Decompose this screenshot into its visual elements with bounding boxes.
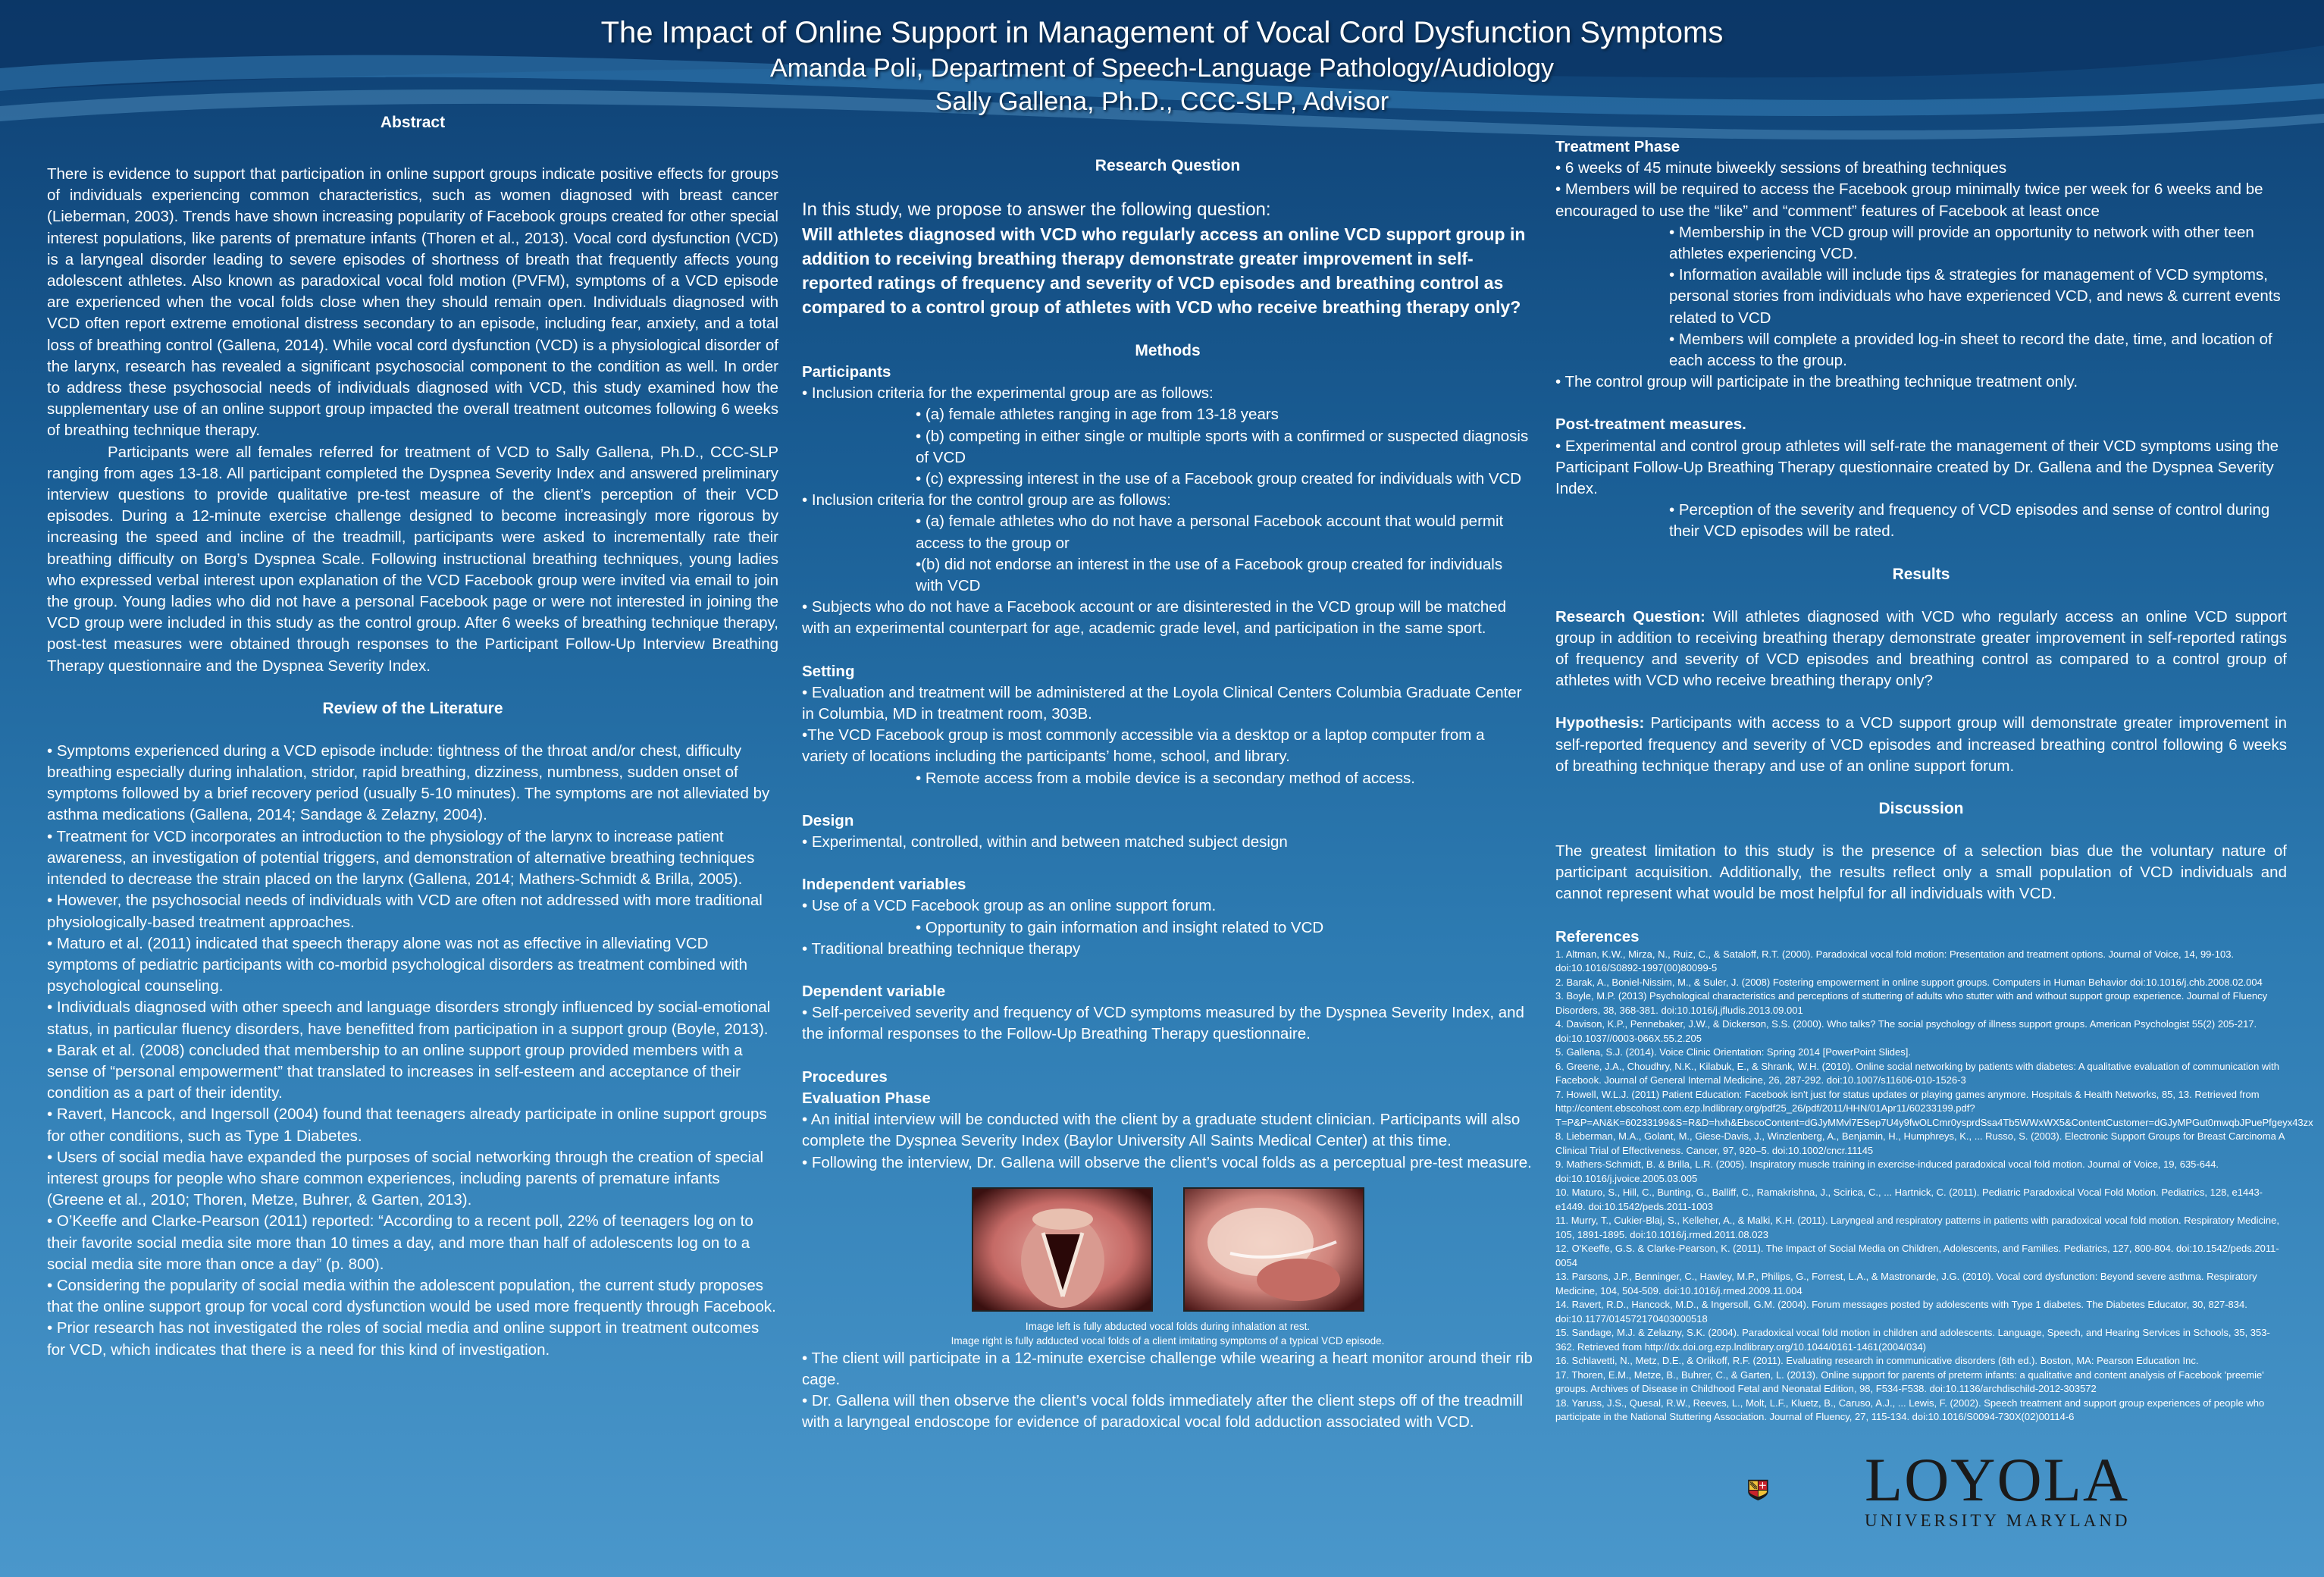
reference-item: 12. O'Keeffe, G.S. & Clarke-Pearson, K. (2011). The Impact of Social Media on Children, Adolescents, and Families. Pediatrics, 127, 800-804. doi:10.1542/peds.2011-0054 bbox=[1555, 1243, 2279, 1268]
reference-item: 18. Yaruss, J.S., Quesal, R.W., Reeves, L., Molt, L.F., Kluetz, B., Caruso, A.J., ... Lewis, F. (2002). Speech treatment and support group experiences of people who participate in the National Stuttering Association. Journal of Fluency, 27, 115-134. doi:10.1016/S0094-730X(02)00114-6 bbox=[1555, 1397, 2265, 1423]
post-treatment-label: Post-treatment measures. bbox=[1555, 415, 1746, 434]
eval-item: • Following the interview, Dr. Gallena will observe the client’s vocal folds as a perceptual pre-test measure. bbox=[802, 1153, 1532, 1171]
review-heading: Review of the Literature bbox=[322, 699, 503, 717]
treatment-sub-item: • Membership in the VCD group will provide an opportunity to network with other teen athletes experiencing VCD. bbox=[1669, 223, 2254, 263]
list-item: • Symptoms experienced during a VCD episode include: tightness of the throat and/or chest, difficulty breathing especially during inhalation, stridor, rapid breathing, dizziness, numbness, sudden onset of symptoms followed by a brief recovery period (usually 5-10 minutes). The symptoms are not alleviated by asthma medications (Gallena, 2014; Sandage & Zelazny, 2004). bbox=[47, 741, 770, 824]
abstract-paragraph-2: Participants were all females referred for treatment of VCD to Sally Gallena, Ph.D., CCC-SLP ranging from ages 13-18. All participant completed the Dyspnea Severity Index and answered preliminary interview questions to provide qualitative pre-test measure of the client’s perception of their VCD episodes. During a 12-minute exercise challenge designed to become increasingly more rigorous by increasing the speed and incline of the treadmill, participants were asked to incrementally rate their breathing difficulty on Borg’s Dyspnea Scale. Following instructional breathing techniques, young ladies who expressed verbal interest upon explanation of the VCD Facebook group were invited via email to join the group. Young ladies who did not have a personal Facebook page or were not interested in joining the VCD group were included in this study as the control group. After 6 weeks of breathing technique therapy, post-test measures were obtained through responses to the Participant Follow-Up Interview Breathing Therapy questionnaire and the Dyspnea Severity Index. bbox=[47, 443, 778, 675]
design-item: • Experimental, controlled, within and between matched subject design bbox=[802, 833, 1288, 851]
results-heading: Results bbox=[1892, 565, 1950, 583]
reference-item: 8. Lieberman, M.A., Golant, M., Giese-Davis, J., Winzlenberg, A., Benjamin, H., Humphreys, K., ... Russo, S. (2003). Electronic Support Groups for Breast Carcinoma A Clinical Trial of Effectiveness. Cancer, 97, 920–5. doi:10.1002/cncr.11145 bbox=[1555, 1130, 2285, 1156]
exp-inclusion: • Inclusion criteria for the experimental group are as follows: bbox=[802, 384, 1214, 403]
list-item: • Prior research has not investigated the roles of social media and online support in treatment outcomes for VCD, which indicates that there is a need for this kind of investigation. bbox=[47, 1319, 760, 1359]
loyola-wordmark bbox=[1865, 1445, 2131, 1532]
methods-heading: Methods bbox=[1135, 342, 1201, 359]
list-item: • (b) competing in either single or multiple sports with a confirmed or suspected diagnosis of VCD bbox=[916, 427, 1529, 466]
references-list bbox=[1555, 948, 2313, 1425]
list-item: • O’Keeffe and Clarke-Pearson (2011) reported: “According to a recent poll, 22% of teenagers log on to their favorite social media site more than 10 times a day, and more than half of adolescents log on to a social media site more than once a day” (p. 800). bbox=[47, 1212, 753, 1273]
research-question-intro: In this study, we propose to answer the following question: bbox=[802, 199, 1271, 220]
reference-item: 15. Sandage, M.J. & Zelazny, S.K. (2004). Paradoxical vocal fold motion in children and adolescents. Language, Speech, and Hearing Services in Schools, 35, 353-362. Retrieved from http://dx.doi.org.ezp.lndlibrary.org/10.1044/0161-1461(2004/034) bbox=[1555, 1327, 2270, 1353]
treatment-sub-item: • Members will complete a provided log-in sheet to record the date, time, and location of each access to the group. bbox=[1669, 330, 2272, 370]
list-item: • (a) female athletes who do not have a personal Facebook account that would permit access to the group or bbox=[916, 513, 1504, 552]
results-rq-text: Will athletes diagnosed with VCD who regularly access an online VCD support group in addition to receiving breathing therapy demonstrate greater improvement in self-reported ratings of frequency and severity of VCD episodes and breathing control as compared to a control group of athletes with VCD who receive breathing therapy only? bbox=[1555, 607, 2287, 690]
list-item: • Ravert, Hancock, and Ingersoll (2004) found that teenagers already participate in online support groups for other conditions, such as Type 1 Diabetes. bbox=[47, 1105, 767, 1145]
reference-item: 9. Mathers-Schmidt, B. & Brilla, L.R. (2005). Inspiratory muscle training in exercise-induced paradoxical vocal fold motion. Journal of Voice, 19, 635-644. doi:10.1016/j.jvoice.2005.03.005 bbox=[1555, 1158, 2219, 1184]
research-question-text: Will athletes diagnosed with VCD who regularly access an online VCD support group in addition to receiving breathing therapy demonstrate greater improvement in self-reported ratings of frequency and severity of VCD episodes and breathing control as compared to a control group of athletes with VCD who receive breathing therapy only? bbox=[802, 224, 1526, 317]
list-item: • Individuals diagnosed with other speech and language disorders strongly influenced by social-emotional status, in particular fluency disorders, have benefitted from participation in a support group (Boyle, 2013). bbox=[47, 999, 771, 1038]
reference-item: 5. Gallena, S.J. (2014). Voice Clinic Orientation: Spring 2014 [PowerPoint Slides]. bbox=[1555, 1046, 1911, 1058]
list-item: • (c) expressing interest in the use of a Facebook group created for individuals with VCD bbox=[916, 470, 1522, 488]
results-rq-label: Research Question: bbox=[1555, 607, 1705, 625]
image-caption-left: Image left is fully abducted vocal folds during inhalation at rest. bbox=[1025, 1320, 1311, 1332]
reference-item: 11. Murry, T., Cukier-Blaj, S., Kelleher, A., & Malki, K.H. (2011). Laryngeal and respiratory patterns in patients with paradoxical vocal fold motion. Respiratory Medicine, 105, 1891-1895. doi:10.1016/j.rmed.2011.08.023 bbox=[1555, 1215, 2279, 1240]
results-hypothesis-text: Participants with access to a VCD support group will demonstrate greater improvement in self-reported frequency and severity of VCD episodes and increased breathing control following 6 weeks of breathing technique therapy and use of an online support forum. bbox=[1555, 714, 2287, 775]
eval-item: • The client will participate in a 12-minute exercise challenge while wearing a heart monitor around their rib cage. bbox=[802, 1349, 1533, 1388]
discussion-heading: Discussion bbox=[1878, 800, 1964, 818]
procedures-label: Procedures bbox=[802, 1068, 888, 1086]
column-right bbox=[1555, 136, 2313, 1425]
treatment-item: • 6 weeks of 45 minute biweekly sessions of breathing techniques bbox=[1555, 159, 2007, 177]
setting-item: • Remote access from a mobile device is a secondary method of access. bbox=[916, 769, 1415, 787]
reference-item: 10. Maturo, S., Hill, C., Bunting, G., Balliff, C., Ramakrishna, J., Scirica, C., ... Hartnick, C. (2011). Pediatric Paradoxical Vocal Fold Motion. Pediatrics, 128, e1443-e1449. doi:10.1542/peds.2011-1003 bbox=[1555, 1187, 2263, 1212]
list-item: • Considering the popularity of social media within the adolescent population, the current study proposes that the online support group for vocal cord dysfunction would be used more frequently through Facebook. bbox=[47, 1276, 776, 1316]
vocal-fold-images bbox=[802, 1187, 1533, 1312]
research-question-heading: Research Question bbox=[1095, 157, 1241, 174]
list-item: • However, the psychosocial needs of individuals with VCD are often not addressed with more traditional physiologically-based treatment approaches. bbox=[47, 892, 763, 931]
reference-item: 4. Davison, K.P., Pennebaker, J.W., & Dickerson, S.S. (2000). Who talks? The social psychology of illness support groups. American Psychologist 55(2) 205-217. doi:10.1037//0003-066X.55.2.205 bbox=[1555, 1018, 2257, 1044]
references-heading: References bbox=[1555, 927, 1640, 945]
loyola-name: LOYOLA bbox=[1865, 1445, 2130, 1514]
reference-item: 2. Barak, A., Boniel-Nissim, M., & Suler, J. (2008) Fostering empowerment in online support groups. Computers in Human Behavior doi:10.1016/j.chb.2008.02.004 bbox=[1555, 976, 2263, 988]
list-item: • Barak et al. (2008) concluded that membership to an online support group provided members with a sense of “personal empowerment” that translated to increases in self-esteem and acceptance of their condition as a part of their identity. bbox=[47, 1041, 743, 1102]
iv-item: • Use of a VCD Facebook group as an online support forum. bbox=[802, 897, 1217, 915]
design-label: Design bbox=[802, 811, 854, 829]
reference-item: 14. Ravert, R.D., Hancock, M.D., & Ingersoll, G.M. (2004). Forum messages posted by adolescents with Type 1 diabetes. The Diabetes Educator, 30, 827-834. doi:10.1177/014572170403000518 bbox=[1555, 1299, 2247, 1325]
setting-item: •The VCD Facebook group is most commonly accessible via a desktop or a laptop computer from a variety of locations including the participants’ home, school, and library. bbox=[802, 726, 1485, 766]
list-item: • (a) female athletes ranging in age from 13-18 years bbox=[916, 406, 1279, 424]
poster-author: Amanda Poli, Department of Speech-Language Pathology/Audiology bbox=[770, 54, 1554, 83]
results-hypothesis-label: Hypothesis: bbox=[1555, 714, 1645, 732]
list-item: • Treatment for VCD incorporates an introduction to the physiology of the larynx to increase patient awareness, an investigation of potential triggers, and demonstration of alternative breathing techniques intended to decrease the strain placed on the larynx (Gallena, 2014; Mathers-Schmidt & Brilla, 2005). bbox=[47, 827, 755, 889]
column-left bbox=[47, 112, 778, 1361]
results-research-question bbox=[1555, 607, 2287, 692]
reference-item: 1. Altman, K.W., Mirza, N., Ruiz, C., & Sataloff, R.T. (2000). Paradoxical vocal fold motion: Presentation and treatment options. Journal of Voice, 14, 99-103. doi:10.1016/S0892-1997(00)80099-5 bbox=[1555, 948, 2235, 974]
treatment-phase-label: Treatment Phase bbox=[1555, 138, 1680, 155]
poster-advisor: Sally Gallena, Ph.D., CCC-SLP, Advisor bbox=[935, 87, 1389, 116]
poster-title: The Impact of Online Support in Management of Vocal Cord Dysfunction Symptoms bbox=[600, 16, 1724, 49]
eval-item: • An initial interview will be conducted with the client by a graduate student clinician. Participants will also complete the Dyspnea Severity Index (Baylor University All Saints Medical Center) at this time. bbox=[802, 1111, 1521, 1150]
list-item: • Users of social media have expanded the purposes of social networking through the creation of special interest groups for people who share common experiences, including parents of premature infants (Greene et al., 2010; Thoren, Metze, Buhrer, & Garten, 2013). bbox=[47, 1148, 764, 1209]
setting-item: • Evaluation and treatment will be administered at the Loyola Clinical Centers Columbia Graduate Center in Columbia, MD in treatment room, 303B. bbox=[802, 683, 1522, 723]
setting-label: Setting bbox=[802, 662, 855, 680]
ctrl-inclusion: • Inclusion criteria for the control group are as follows: bbox=[802, 491, 1171, 509]
post-treatment-item: • Experimental and control group athletes will self-rate the management of their VCD symptoms using the Participant Follow-Up Breathing Therapy questionnaire created by Dr. Gallena and the Dyspnea Severity Index. bbox=[1555, 437, 2279, 498]
reference-item: 16. Schlavetti, N., Metz, D.E., & Orlikoff, R.F. (2011). Evaluating research in communicative disorders (6th ed.). Boston, MA: Pearson Education Inc. bbox=[1555, 1355, 2199, 1367]
abstract-heading: Abstract bbox=[380, 114, 446, 131]
reference-item: 13. Parsons, J.P., Benninger, C., Hawley, M.P., Philips, G., Forrest, L.A., & Mastronarde, J.G. (2010). Vocal cord dysfunction: Beyond severe asthma. Respiratory Medicine, 104, 504-509. doi:10.1016/j.rmed.2009.11.004 bbox=[1555, 1271, 2257, 1296]
image-caption-right: Image right is fully adducted vocal folds of a client imitating symptoms of a typical VCD episode. bbox=[951, 1334, 1385, 1347]
loyola-shield-icon bbox=[1747, 1444, 1838, 1535]
discussion-text: The greatest limitation to this study is the presence of a selection bias due the voluntary nature of participant acquisition. Additionally, the results reflect only a small population of VCD individuals and cannot represent what would be most helpful for all individuals with VCD. bbox=[1555, 842, 2287, 903]
dv-item: • Self-perceived severity and frequency of VCD symptoms measured by the Dyspnea Severity Index, and the informal responses to the Follow-Up Breathing Therapy questionnaire. bbox=[802, 1004, 1524, 1043]
treatment-item: • Members will be required to access the Facebook group minimally twice per week for 6 weeks and be encouraged to use the “like” and “comment” features of Facebook at least once bbox=[1555, 180, 2263, 220]
reference-item: 6. Greene, J.A., Choudhry, N.K., Kilabuk, E., & Shrank, W.H. (2010). Online social networking by patients with diabetes: A qualitative evaluation of communication with Facebook. Journal of General Internal Medicine, 26, 287-292. doi:10.1007/s11606-010-1526-3 bbox=[1555, 1060, 2280, 1086]
list-item: •(b) did not endorse an interest in the use of a Facebook group created for individuals with VCD bbox=[916, 555, 1503, 595]
independent-variables-label: Independent variables bbox=[802, 876, 966, 894]
eval-item: • Dr. Gallena will then observe the client’s vocal folds immediately after the client steps off of the treadmill with a laryngeal endoscope for evidence of paradoxical vocal fold adduction associated with VCD. bbox=[802, 1392, 1524, 1431]
dependent-variable-label: Dependent variable bbox=[802, 983, 946, 1001]
loyola-subtitle: UNIVERSITY MARYLAND bbox=[1865, 1511, 2131, 1530]
iv-item: • Traditional breathing technique therapy bbox=[802, 939, 1081, 958]
reference-item: 7. Howell, W.L.J. (2011) Patient Education: Facebook isn't just for status updates or playing games anymore. Hospitals & Health Networks, 85, 13. Retrieved from http://content.ebscohost.com.ezp.lndlibrary.org/pdf25_26/pdf/2011/HHN/01Apr11/60233199.pdf?T=P&P=AN&K=60233199&S=R&D=hxh&EbscoContent=dGJyMMvl7ESep7U4y9fwOLCmr0ysprdSsa4Tb5WWxWX5&ContentCustomer=dGJyMPGut0mwqbJPuePfgeyx43zx bbox=[1555, 1088, 2313, 1128]
poster-header bbox=[0, 14, 2324, 118]
evaluation-phase-label: Evaluation Phase bbox=[802, 1089, 931, 1107]
iv-item: • Opportunity to gain information and insight related to VCD bbox=[916, 918, 1324, 936]
results-hypothesis bbox=[1555, 713, 2287, 777]
list-item: • Maturo et al. (2011) indicated that speech therapy alone was not as effective in alleviating VCD symptoms of pediatric participants with co-morbid psychological disorders as treatment combined with psychological counseling. bbox=[47, 934, 748, 995]
vocal-folds-abducted-image bbox=[972, 1187, 1153, 1312]
reference-item: 3. Boyle, M.P. (2013) Psychological characteristics and perceptions of stuttering of adults who stutter with and without support group experience. Journal of Fluency Disorders, 38, 368-381. doi:10.1016/j.jfludis.2013.09.001 bbox=[1555, 990, 2268, 1016]
treatment-item: • The control group will participate in the breathing technique treatment only. bbox=[1555, 373, 2078, 391]
post-treatment-sub-item: • Perception of the severity and frequency of VCD episodes and sense of control during their VCD episodes will be rated. bbox=[1669, 501, 2270, 541]
review-list bbox=[47, 741, 778, 1361]
abstract-paragraph-1: There is evidence to support that participation in online support groups indicate positive effects for groups of individuals experiencing common characteristics, such as women diagnosed with breast cancer (Lieberman, 2003). Trends have shown increasing popularity of Facebook groups created for other special interest populations, like parents of premature infants (Thoren et al., 2013). Vocal cord dysfunction (VCD) is a laryngeal disorder leading to severe episodes of shortness of breath that frequently affects young adolescent athletes. Also known as paradoxical vocal fold motion (PVFM), symptoms of a VCD episode are experienced when the vocal folds close when they should remain open. Individuals diagnosed with VCD often report extreme emotional distress secondary to an episode, including fear, anxiety, and a total loss of breathing control (Gallena, 2014). While vocal cord dysfunction (VCD) is a physiological disorder of the larynx, research has revealed a significant psychosocial component to the condition as well. In order to address these psychosocial needs of individuals diagnosed with VCD, this study examined how the supplementary use of an online support group impacted the overall treatment outcomes following 6 weeks of breathing technique therapy. bbox=[47, 165, 778, 440]
participants-label: Participants bbox=[802, 363, 891, 381]
treatment-sub-item: • Information available will include tips & strategies for management of VCD symptoms, personal stories from individuals who have experienced VCD, and news & current events related to VCD bbox=[1669, 266, 2281, 327]
reference-item: 17. Thoren, E.M., Metze, B., Buhrer, C., & Garten, L. (2013). Online support for parents of preterm infants: a qualitative and content analysis of Facebook 'preemie' groups. Archives of Disease in Childhood Fetal and Neonatal Edition, 98, F534-F538. doi:10.1136/archdischild-2012-303572 bbox=[1555, 1369, 2264, 1395]
column-middle bbox=[802, 155, 1533, 1434]
subjects-note: • Subjects who do not have a Facebook account or are disinterested in the VCD group will be matched with an experimental counterpart for age, academic grade level, and participation in the same sport. bbox=[802, 598, 1507, 638]
vocal-folds-adducted-image bbox=[1183, 1187, 1364, 1312]
